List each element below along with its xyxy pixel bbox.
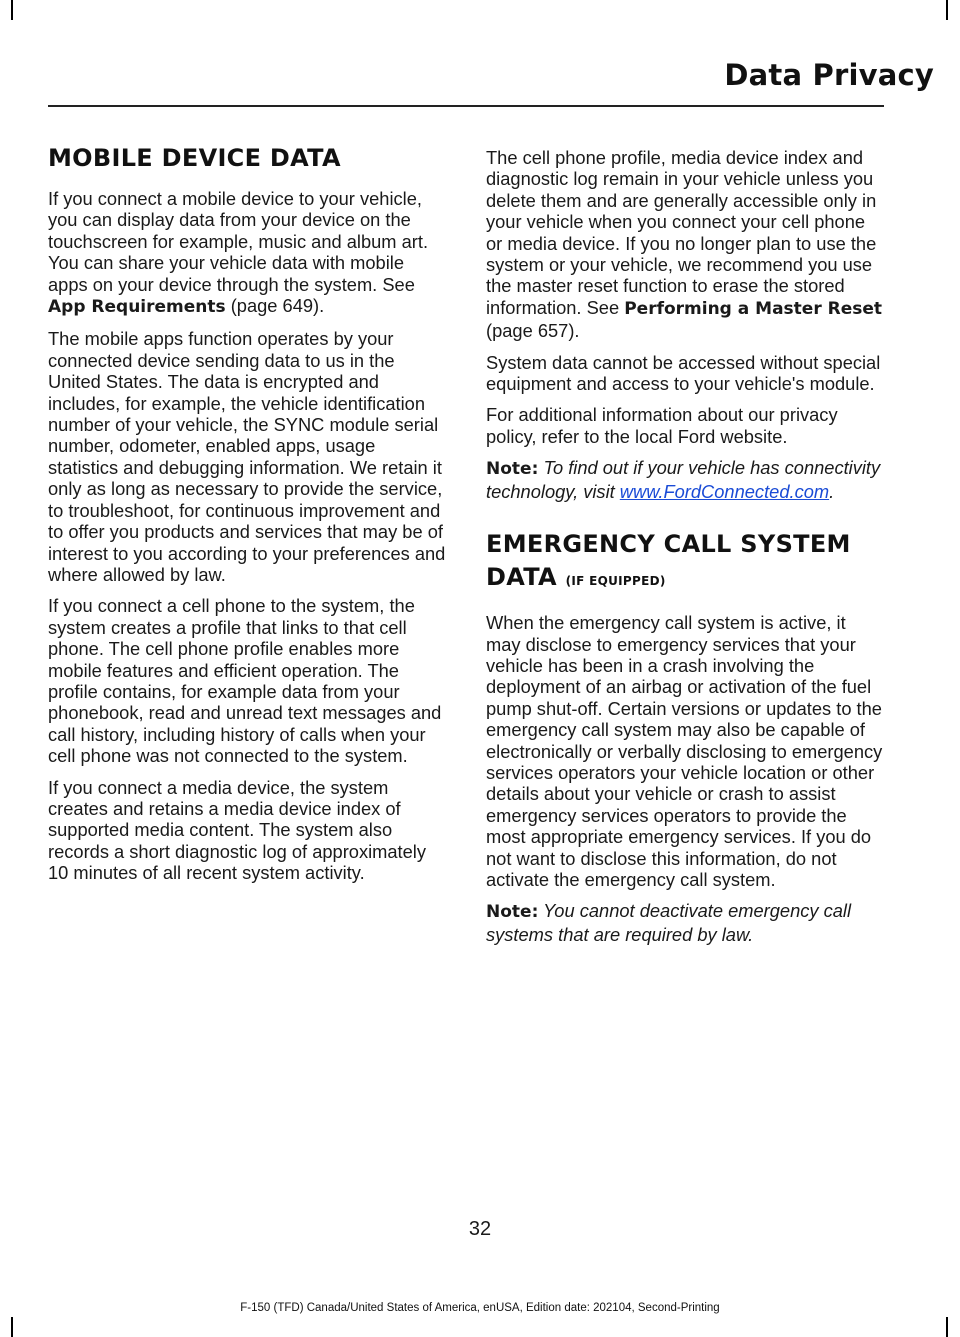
- paragraph: When the emergency call system is active, it may disclose to emergency services that your vehicle has been in a crash involving the deployment of an airbag or activation of the fuel pump shut-off. Certain versions or updates to the emergency call system may also be capable of electronically or verbally disclosing to emergency services operators your vehicle location or other details about your vehicle or crash to assist emergency services operators to provide the most appropriate emergency services. If you do not want to disclose this information, do not activate the emergency call system.: [486, 612, 883, 890]
- crop-mark: [11, 1317, 13, 1337]
- if-equipped-label: (IF EQUIPPED): [565, 574, 666, 589]
- crop-mark: [946, 0, 948, 20]
- paragraph: System data cannot be accessed without special equipment and access to your vehicle's module.: [486, 351, 881, 395]
- cross-reference-master-reset[interactable]: Performing a Master Reset: [624, 298, 883, 319]
- crop-mark: [946, 1317, 948, 1337]
- paragraph: The cell phone profile, media device index and diagnostic log remain in your vehicle unless you delete them and are generally accessible only in your vehicle when you connect your cell phone or media device. If you no longer plan to use the system or your vehicle, we recommend you use the master reset function to erase the stored information. See Performing a Master Reset (page 657).: [486, 147, 883, 342]
- note-label: Note:: [486, 902, 539, 923]
- paragraph: For additional information about our privacy policy, refer to the local Ford website.: [486, 404, 838, 447]
- cross-reference-app-requirements[interactable]: App Requirements: [48, 297, 226, 318]
- note: Note: You cannot deactivate emergency call systems that are required by law.: [486, 900, 852, 945]
- fordconnected-link[interactable]: www.FordConnected.com: [619, 480, 830, 502]
- section-heading-mobile-device-data: MOBILE DEVICE DATA: [48, 144, 341, 172]
- note-label: Note:: [486, 459, 539, 480]
- paragraph: If you connect a cell phone to the system, the system creates a profile that links to that cell phone. The cell phone profile enables more mobile features and efficient operation. The profile contains, for example data from your phonebook, read and unread text messages and call history, including history of calls when your cell phone was not connected to the system.: [48, 595, 442, 767]
- page-header-title: Data Privacy: [724, 58, 934, 92]
- paragraph: If you connect a media device, the system creates and retains a media device index of supported media content. The system also records a short diagnostic log of approximately 10 minutes of all recent system activity.: [48, 776, 427, 884]
- crop-mark: [11, 0, 13, 20]
- left-column: [48, 142, 446, 894]
- paragraph: The mobile apps function operates by your connected device sending data to us in the United States. The data is encrypted and includes, for example, the vehicle identification number of your vehicle, the SYNC module serial number, odometer, enabled apps, usage statistics and debugging information. We retain it only as long as necessary to provide the service, to troubleshoot, for continuous improvement and to offer you products and services that may be of interest to you according to your preferences and where allowed by law.: [48, 328, 446, 585]
- header-divider: [48, 105, 884, 107]
- page-number: 32: [468, 1218, 492, 1240]
- note: Note: To find out if your vehicle has connectivity technology, visit www.FordConnected.com.: [486, 457, 881, 502]
- edition-footer: F-150 (TFD) Canada/United States of America, enUSA, Edition date: 202104, Second-Printing: [240, 1302, 720, 1314]
- section-heading-emergency-call: EMERGENCY CALL SYSTEM DATA (IF EQUIPPED): [486, 530, 851, 592]
- paragraph: If you connect a mobile device to your vehicle, you can display data from your device on the touchscreen for example, music and album art. You can share your vehicle data with mobile apps on your device through the system. See App Requirements (page 649).: [48, 188, 429, 318]
- right-column: [486, 142, 884, 955]
